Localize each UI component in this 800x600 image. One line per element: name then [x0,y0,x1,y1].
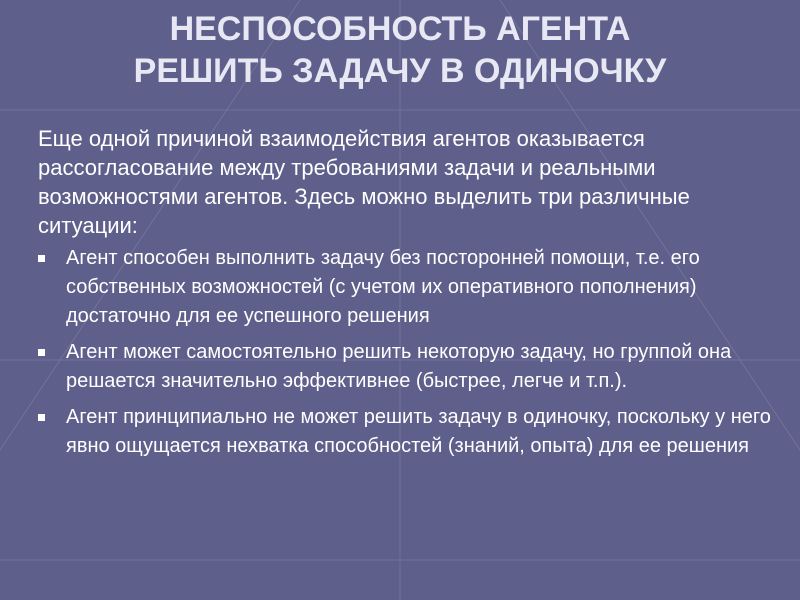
list-item-text: Агент принципиально не может решить задачу в одиночку, поскольку у него явно ощущается нехватка способностей (знаний, опыта) для ее решения [66,406,771,457]
slide-body [38,124,778,468]
title-line-1: НЕСПОСОБНОСТЬ АГЕНТА [169,10,631,48]
list-item [38,403,778,461]
bullet-list [38,244,778,461]
list-item-text: Агент может самостоятельно решить некоторую задачу, но группой она решается значительно эффективнее (быстрее, легче и т.п.). [66,341,732,392]
list-item [38,338,778,396]
intro-paragraph: Еще одной причиной взаимодействия агентов оказывается рассогласование между требованиями задачи и реальными возможностями агентов. Здесь можно выделить три различные ситуации: [38,126,690,238]
list-item [38,244,778,331]
square-bullet-icon [38,349,45,356]
square-bullet-icon [38,414,45,421]
list-item-text: Агент способен выполнить задачу без посторонней помощи, т.е. его собственных возможностей (с учетом их оперативного пополнения) достаточно для ее успешного решения [66,247,700,327]
square-bullet-icon [38,255,45,262]
slide-title [0,8,800,92]
title-line-2: РЕШИТЬ ЗАДАЧУ В ОДИНОЧКУ [133,52,667,90]
